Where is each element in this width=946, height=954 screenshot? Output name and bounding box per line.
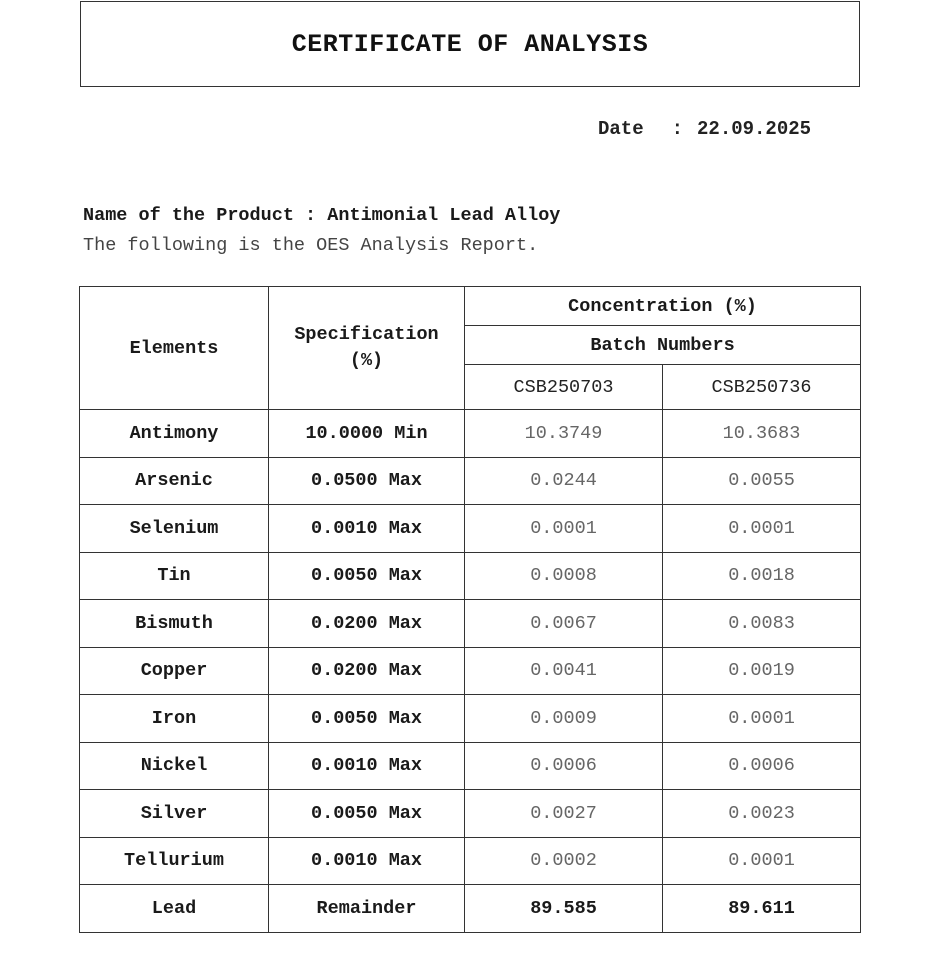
element-cell: Antimony xyxy=(80,410,269,458)
batch-1-value: 0.0067 xyxy=(465,600,663,648)
batch-2-value: 0.0023 xyxy=(663,790,861,838)
batch-2-value: 0.0001 xyxy=(663,837,861,885)
document-title: CERTIFICATE OF ANALYSIS xyxy=(291,29,649,59)
analysis-table xyxy=(79,286,861,933)
specification-cell: 0.0050 Max xyxy=(269,790,465,838)
batch-2-value: 0.0055 xyxy=(663,457,861,505)
batch-1-value: 0.0001 xyxy=(465,505,663,553)
date-separator: : xyxy=(671,118,684,140)
table-row xyxy=(80,790,861,838)
table-row xyxy=(80,457,861,505)
product-label: Name of the Product xyxy=(83,205,294,226)
element-cell: Selenium xyxy=(80,505,269,553)
specification-cell: 0.0050 Max xyxy=(269,552,465,600)
product-separator: : xyxy=(305,205,317,226)
batch-2-value: 0.0006 xyxy=(663,742,861,790)
report-intro: The following is the OES Analysis Report. xyxy=(83,235,539,256)
header-batch-2: CSB250736 xyxy=(663,365,861,410)
batch-1-value: 0.0244 xyxy=(465,457,663,505)
table-row xyxy=(80,742,861,790)
element-cell: Arsenic xyxy=(80,457,269,505)
element-cell: Iron xyxy=(80,695,269,743)
title-box xyxy=(80,1,860,87)
element-cell: Lead xyxy=(80,885,269,933)
header-specification-line2: (%) xyxy=(349,350,384,371)
batch-1-value: 0.0008 xyxy=(465,552,663,600)
table-row xyxy=(80,695,861,743)
header-specification xyxy=(269,287,465,410)
specification-cell: 0.0500 Max xyxy=(269,457,465,505)
batch-1-value: 89.585 xyxy=(465,885,663,933)
element-cell: Silver xyxy=(80,790,269,838)
specification-cell: 0.0010 Max xyxy=(269,742,465,790)
table-row xyxy=(80,885,861,933)
batch-2-value: 0.0083 xyxy=(663,600,861,648)
batch-1-value: 10.3749 xyxy=(465,410,663,458)
specification-cell: 0.0200 Max xyxy=(269,600,465,648)
specification-cell: 0.0010 Max xyxy=(269,837,465,885)
date-value: 22.09.2025 xyxy=(697,118,812,140)
header-specification-line1: Specification xyxy=(294,324,439,345)
specification-cell: 0.0050 Max xyxy=(269,695,465,743)
table-row xyxy=(80,410,861,458)
specification-cell: 0.0200 Max xyxy=(269,647,465,695)
batch-1-value: 0.0006 xyxy=(465,742,663,790)
table-row xyxy=(80,837,861,885)
product-name: Antimonial Lead Alloy xyxy=(327,205,561,226)
element-cell: Tellurium xyxy=(80,837,269,885)
batch-2-value: 0.0018 xyxy=(663,552,861,600)
table-row xyxy=(80,552,861,600)
batch-2-value: 0.0019 xyxy=(663,647,861,695)
batch-2-value: 0.0001 xyxy=(663,505,861,553)
batch-2-value: 89.611 xyxy=(663,885,861,933)
batch-1-value: 0.0009 xyxy=(465,695,663,743)
table-row xyxy=(80,647,861,695)
specification-cell: 10.0000 Min xyxy=(269,410,465,458)
element-cell: Copper xyxy=(80,647,269,695)
element-cell: Nickel xyxy=(80,742,269,790)
date-row xyxy=(598,118,811,140)
batch-2-value: 0.0001 xyxy=(663,695,861,743)
specification-cell: Remainder xyxy=(269,885,465,933)
element-cell: Tin xyxy=(80,552,269,600)
batch-2-value: 10.3683 xyxy=(663,410,861,458)
product-line xyxy=(83,205,560,226)
header-batch-1: CSB250703 xyxy=(465,365,663,410)
table-row xyxy=(80,600,861,648)
specification-cell: 0.0010 Max xyxy=(269,505,465,553)
batch-1-value: 0.0027 xyxy=(465,790,663,838)
header-concentration: Concentration (%) xyxy=(465,287,861,326)
batch-1-value: 0.0041 xyxy=(465,647,663,695)
header-batch-numbers: Batch Numbers xyxy=(465,326,861,365)
element-cell: Bismuth xyxy=(80,600,269,648)
batch-1-value: 0.0002 xyxy=(465,837,663,885)
date-label: Date xyxy=(598,118,644,140)
header-elements: Elements xyxy=(80,287,269,410)
table-row xyxy=(80,505,861,553)
